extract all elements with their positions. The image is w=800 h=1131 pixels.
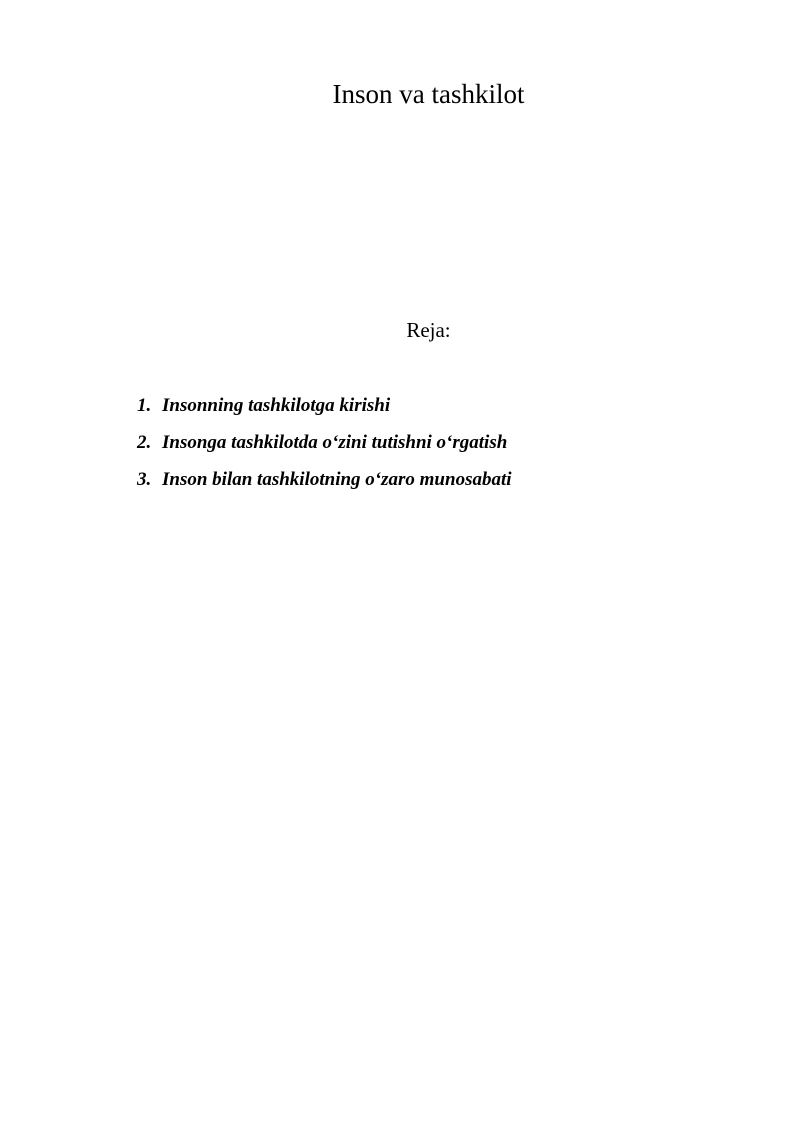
plan-heading: Reja: xyxy=(406,318,451,342)
plan-item-text: Inson bilan tashkilotning o‘zaro munosabati xyxy=(162,469,512,490)
plan-list xyxy=(137,393,512,504)
plan-item-1 xyxy=(137,393,512,430)
document-title: Inson va tashkilot xyxy=(332,79,525,109)
plan-item-3 xyxy=(137,467,512,504)
plan-item-number: 1. xyxy=(137,395,152,416)
plan-item-number: 2. xyxy=(137,432,152,453)
plan-item-2 xyxy=(137,430,512,467)
plan-item-number: 3. xyxy=(137,469,152,490)
plan-item-text: Insonning tashkilotga kirishi xyxy=(162,395,391,416)
plan-item-text: Insonga tashkilotda o‘zini tutishni o‘rgatish xyxy=(162,432,508,453)
